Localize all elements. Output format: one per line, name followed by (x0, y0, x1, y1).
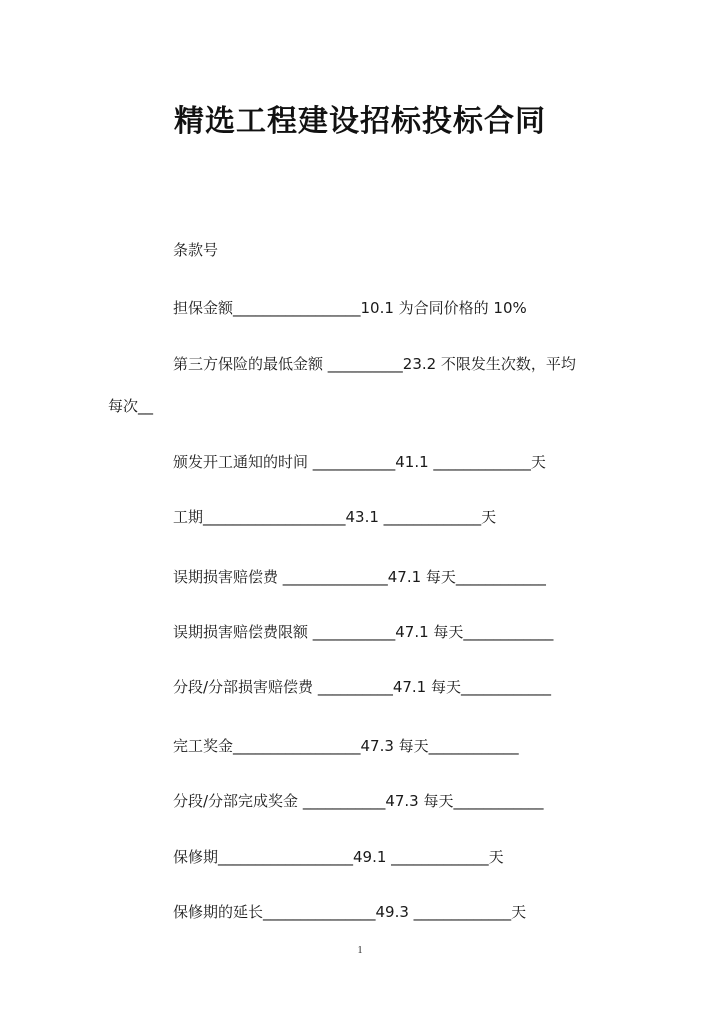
clause-warranty-extension: 保修期的延长_______________49.3 _____________天 (173, 903, 527, 921)
clause-third-party-insurance: 第三方保险的最低金额 __________23.2 不限发生次数，平均 (173, 355, 576, 373)
clause-completion-bonus: 完工奖金_________________47.3 每天____________ (173, 737, 519, 755)
document-title: 精选工程建设招标投标合同 (174, 104, 546, 139)
clause-construction-period: 工期___________________43.1 _____________天 (173, 508, 497, 526)
clause-guarantee-amount: 担保金额_________________10.1 为合同价格的 10% (173, 299, 527, 317)
clause-header-label: 条款号 (173, 241, 219, 259)
clause-warranty-period: 保修期__________________49.1 _____________天 (173, 848, 504, 866)
clause-delay-damages-limit: 误期损害赔偿费限额 ___________47.1 每天____________ (173, 623, 554, 641)
clause-third-party-insurance-continuation: 每次__ (108, 397, 154, 415)
clause-delay-damages: 误期损害赔偿费 ______________47.1 每天____________ (173, 568, 546, 586)
clause-section-completion-bonus: 分段/分部完成奖金 ___________47.3 每天____________ (173, 792, 544, 810)
clause-section-damages: 分段/分部损害赔偿费 __________47.1 每天____________ (173, 678, 551, 696)
clause-commencement-notice-time: 颁发开工通知的时间 ___________41.1 _____________天 (173, 453, 546, 471)
page-number: 1 (357, 945, 363, 956)
